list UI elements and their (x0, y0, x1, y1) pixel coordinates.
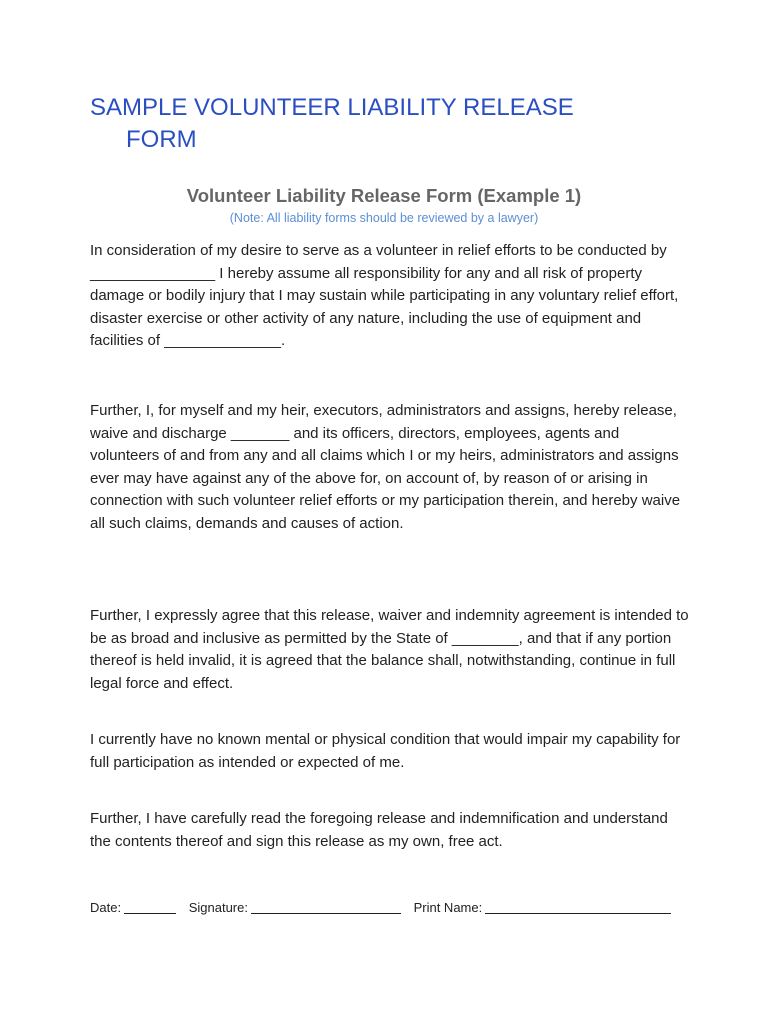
document-title-line2: FORM (126, 126, 197, 153)
form-subtitle: Volunteer Liability Release Form (Example 1) (186, 185, 582, 206)
print-name-label: Print Name: (413, 900, 483, 915)
document-title (90, 92, 690, 156)
date-field[interactable] (124, 899, 176, 914)
paragraph-health-condition: I currently have no known mental or physical condition that would impair my capability for full participation as intended or expected of me. (90, 731, 681, 771)
document-title-line1: SAMPLE VOLUNTEER LIABILITY RELEASE (90, 94, 574, 121)
paragraph-indemnity-scope: Further, I expressly agree that this release, waiver and indemnity agreement is intended to be as broad and inclusive as permitted by the State of ________, and that if any portion thereof is held invalid, it is agreed that the balance shall, notwithstanding, continue in full legal force and effect. (90, 607, 689, 692)
paragraph-consideration: In consideration of my desire to serve as a volunteer in relief efforts to be conducted by _______________ I hereby assume all responsibility for any and all risk of property damage or bodily injury that I may sustain while participating in any voluntary relief effort, disaster exercise or other activity of any nature, including the use of equipment and facilities of ______________. (90, 242, 679, 350)
print-name-field[interactable] (485, 899, 671, 914)
signature-label: Signature: (188, 900, 248, 915)
signature-field[interactable] (251, 899, 401, 914)
paragraph-acknowledgement: Further, I have carefully read the foregoing release and indemnification and understand the contents thereof and sign this release as my own, free act. (90, 810, 668, 850)
date-label: Date: (90, 900, 122, 915)
paragraph-release-waiver: Further, I, for myself and my heir, executors, administrators and assigns, hereby release, waive and discharge _______ and its officers, directors, employees, agents and volunteers of and from any and all claims which I or my heirs, administrators and assigns ever may have against any of the above for, on account of, by reason of or arising in connection with such volunteer relief efforts or my participation therein, and hereby waive all such claims, demands and causes of action. (90, 402, 681, 532)
review-note: (Note: All liability forms should be reviewed by a lawyer) (229, 211, 539, 225)
signature-footer (90, 899, 690, 915)
